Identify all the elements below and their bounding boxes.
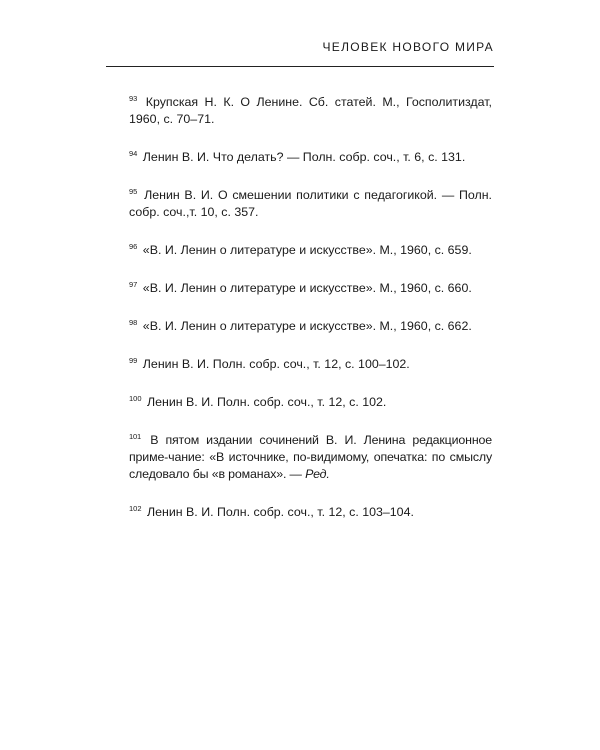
footnote-100	[129, 390, 492, 411]
footnote-96	[129, 238, 492, 259]
footnote-101	[129, 428, 492, 483]
footnote-text: «В. И. Ленин о литературе и искусстве». М., 1960, с. 659.	[142, 243, 472, 257]
running-head: ЧЕЛОВЕК НОВОГО МИРА	[322, 40, 494, 54]
footnote-99	[129, 352, 492, 373]
footnote-number: 102	[129, 504, 142, 513]
footnote-number: 93	[129, 94, 138, 103]
footnote-97	[129, 276, 492, 297]
footnote-text: «В. И. Ленин о литературе и искусстве». М., 1960, с. 662.	[142, 319, 472, 333]
footnote-number: 94	[129, 149, 138, 158]
footnote-text: Крупская Н. К. О Ленине. Сб. статей. М., Госполитиздат, 1960, с. 70–71.	[129, 95, 492, 126]
footnote-text: Ленин В. И. О смешении политики с педагогикой. — Полн. собр. соч.,т. 10, с. 357.	[129, 188, 492, 219]
footnote-text: Ленин В. И. Полн. собр. соч., т. 12, с. 100–102.	[142, 357, 410, 371]
footnote-number: 95	[129, 187, 138, 196]
footnote-editor-mark: Ред.	[305, 467, 330, 481]
header-rule	[106, 66, 494, 67]
footnote-number: 96	[129, 242, 138, 251]
footnote-number: 100	[129, 394, 142, 403]
footnote-102	[129, 500, 492, 521]
footnote-95	[129, 183, 492, 221]
footnote-text: «В. И. Ленин о литературе и искусстве». М., 1960, с. 660.	[142, 281, 472, 295]
footnote-number: 98	[129, 318, 138, 327]
footnote-93	[129, 90, 492, 128]
footnote-text: Ленин В. И. Полн. собр. соч., т. 12, с. 102.	[146, 395, 387, 409]
footnote-number: 97	[129, 280, 138, 289]
footnote-number: 101	[129, 432, 142, 441]
footnote-94	[129, 145, 492, 166]
footnote-number: 99	[129, 356, 138, 365]
footnotes-list	[129, 90, 492, 538]
footnote-text: Ленин В. И. Что делать? — Полн. собр. соч., т. 6, с. 131.	[142, 150, 466, 164]
footnote-98	[129, 314, 492, 335]
footnote-text: В пятом издании сочинений В. И. Ленина редакционное приме-чание: «В источнике, по-видимому, опечатка: по смыслу следовало бы «в романах». —	[129, 433, 492, 481]
footnote-text: Ленин В. И. Полн. собр. соч., т. 12, с. 103–104.	[146, 505, 414, 519]
